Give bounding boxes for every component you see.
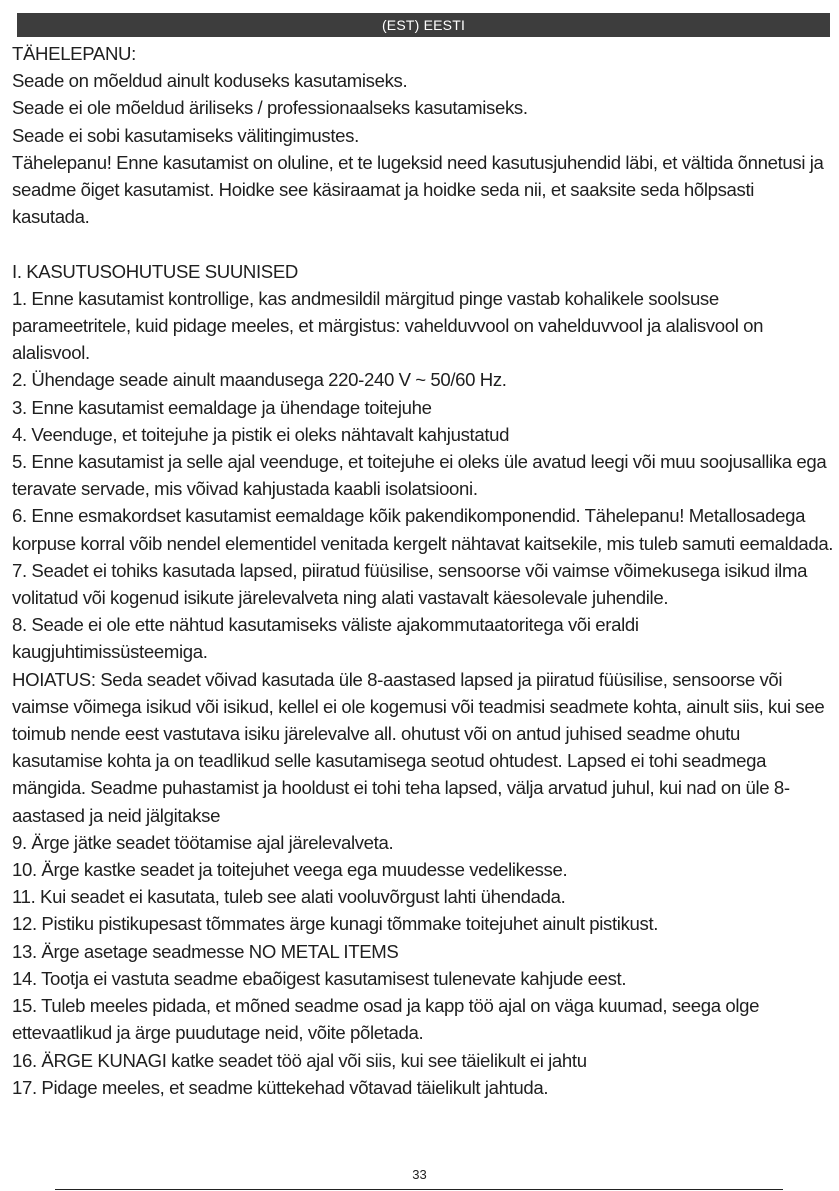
- safety-item: 10. Ärge kastke seadet ja toitejuhet veega ega muudesse vedelikesse.: [12, 859, 568, 881]
- safety-item: 16. ÄRGE KUNAGI katke seadet töö ajal või siis, kui see täielikult ei jahtu: [12, 1049, 587, 1071]
- safety-item: 9. Ärge jätke seadet töötamise ajal järelevalveta.: [12, 831, 394, 853]
- notice-line: Tähelepanu! Enne kasutamist on oluline, et te lugeksid need kasutusjuhendid läbi, et vältida õnnetusi ja seadme õiget kasutamist. Hoidke see käsiraamat ja hoidke seda nii, et saaksite seda hõlpsasti kasutada.: [12, 151, 824, 228]
- safety-warning: HOIATUS: Seda seadet võivad kasutada üle 8-aastased lapsed ja piiratud füüsilise, sensoorse või vaimse võimega isikud või isikud, kellel ei ole kogemusi või teadmisi seadmete kohta, ainult siis, kui see toimub nende eest vastutava isiku järelevalve all. ohutust või on antud juhised seadme ohutu kasutamise kohta ja on teadlikud selle kasutamisega seotud ohtudest. Lapsed ei tohi seadmega mängida. Seadme puhastamist ja hooldust ei tohi teha lapsed, välja arvatud juhul, kui nad on üle 8-aastased ja neid jälgitakse: [12, 668, 825, 826]
- notice-line: Seade ei ole mõeldud äriliseks / professionaalseks kasutamiseks.: [12, 97, 528, 119]
- safety-item: 15. Tuleb meeles pidada, et mõned seadme osad ja kapp töö ajal on väga kuumad, seega olge ettevaatlikud ja ärge puudutage neid, võite põletada.: [12, 995, 760, 1044]
- safety-item: 7. Seadet ei tohiks kasutada lapsed, piiratud füüsilise, sensoorse või vaimse võimekusega isikud ilma volitatud või kogenud isikute järelevalveta ning alati vastavalt käesolevale juhendile.: [12, 559, 808, 609]
- safety-item: 2. Ühendage seade ainult maandusega 220-240 V ~ 50/60 Hz.: [12, 369, 507, 391]
- manual-content: [12, 40, 834, 1101]
- language-header-bar: [17, 13, 830, 37]
- section-spacer: [12, 230, 834, 257]
- footer-divider: [55, 1189, 783, 1190]
- language-header-title: (EST) EESTI: [381, 17, 466, 33]
- safety-item: 4. Veenduge, et toitejuhe ja pistik ei oleks nähtavalt kahjustatud: [12, 423, 510, 445]
- page-number: 33: [412, 1167, 427, 1182]
- safety-item: 13. Ärge asetage seadmesse NO METAL ITEMS: [12, 940, 399, 962]
- safety-item: 11. Kui seadet ei kasutata, tuleb see alati vooluvõrgust lahti ühendada.: [12, 886, 566, 908]
- safety-item: 17. Pidage meeles, et seadme küttekehad võtavad täielikult jahtuda.: [12, 1076, 549, 1098]
- notice-line: Seade on mõeldud ainult koduseks kasutamiseks.: [12, 70, 408, 92]
- safety-item: 5. Enne kasutamist ja selle ajal veenduge, et toitejuhe ei oleks üle avatud leegi või muu soojusallika ega teravate servade, mis võivad kahjustada kaabli isolatsiooni.: [12, 451, 827, 500]
- safety-item: 8. Seade ei ole ette nähtud kasutamiseks väliste ajakommutaatoritega või eraldi kaugjuhtimissüsteemiga.: [12, 614, 639, 663]
- safety-item: 1. Enne kasutamist kontrollige, kas andmesildil märgitud pinge vastab kohalikele soolsuse parameetritele, kuid pidage meeles, et märgistus: vahelduvvool on vahelduvvool ja alalisvool on alalisvool.: [12, 287, 764, 364]
- notice-line: Seade ei sobi kasutamiseks välitingimustes.: [12, 124, 359, 146]
- notice-title: TÄHELEPANU:: [12, 43, 136, 64]
- safety-section-title: I. KASUTUSOHUTUSE SUUNISED: [12, 260, 298, 282]
- safety-item: 3. Enne kasutamist eemaldage ja ühendage toitejuhe: [12, 396, 432, 418]
- safety-item: 14. Tootja ei vastuta seadme ebaõigest kasutamisest tulenevate kahjude eest.: [12, 967, 627, 989]
- safety-item: 6. Enne esmakordset kasutamist eemaldage kõik pakendikomponendid. Tähelepanu! Metallosadega korpuse korral võib nendel elementidel venitada kergelt nähtavat kaitsekile, mis tuleb samuti eemaldada.: [12, 505, 834, 554]
- safety-item: 12. Pistiku pistikupesast tõmmates ärge kunagi tõmmake toitejuhet ainult pistikust.: [12, 913, 659, 935]
